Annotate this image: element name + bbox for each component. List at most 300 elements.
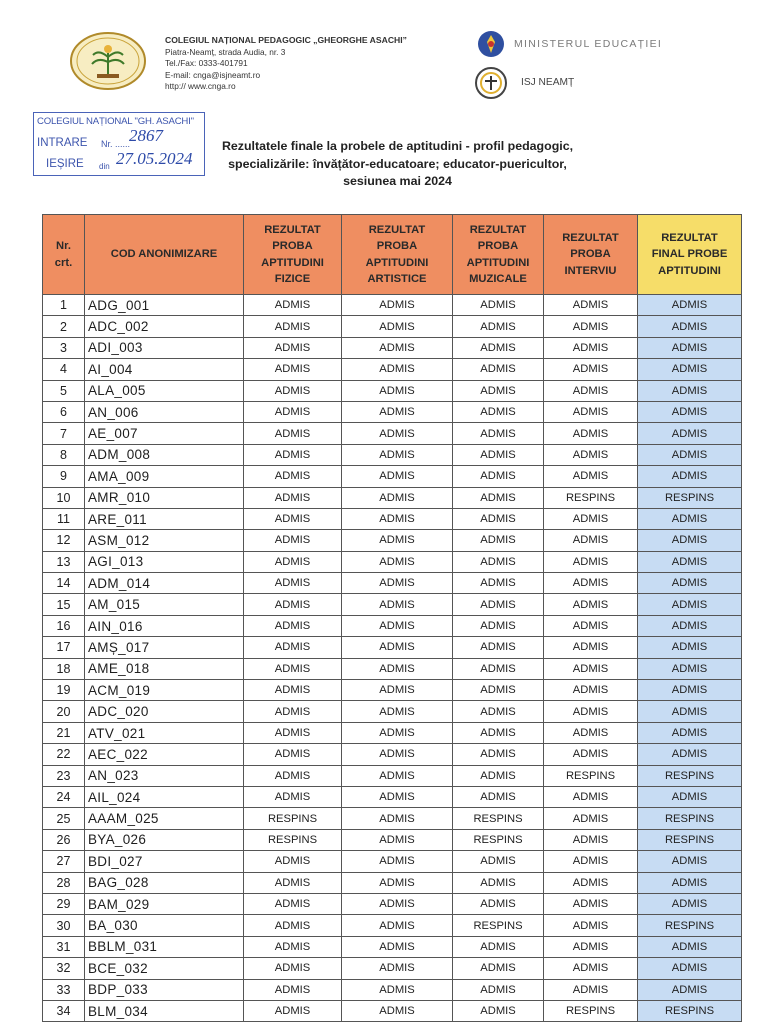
final-cell: ADMIS xyxy=(638,744,742,765)
school-address: Piatra-Neamț, strada Audia, nr. 3 xyxy=(165,46,286,57)
header-code: COD ANONIMIZARE xyxy=(85,215,244,295)
interviu-cell: ADMIS xyxy=(544,722,638,743)
final-cell: RESPINS xyxy=(638,915,742,936)
interviu-cell: ADMIS xyxy=(544,680,638,701)
table-row xyxy=(43,701,742,722)
header-final: REZULTAT FINAL PROBE APTITUDINI xyxy=(638,215,742,295)
artistice-cell: ADMIS xyxy=(342,744,453,765)
title-line-2: specializările: învățător-educatoare; educator-puericultor, xyxy=(228,156,567,171)
fizice-cell: ADMIS xyxy=(244,316,342,337)
fizice-cell: ADMIS xyxy=(244,380,342,401)
interviu-cell: ADMIS xyxy=(544,359,638,380)
final-cell: ADMIS xyxy=(638,337,742,358)
interviu-cell: ADMIS xyxy=(544,573,638,594)
interviu-cell: ADMIS xyxy=(544,594,638,615)
interviu-cell: ADMIS xyxy=(544,637,638,658)
muzicale-cell: ADMIS xyxy=(453,701,544,722)
final-cell: ADMIS xyxy=(638,380,742,401)
nr-cell: 17 xyxy=(43,637,85,658)
artistice-cell: ADMIS xyxy=(342,829,453,850)
code-cell: ADI_003 xyxy=(85,337,244,358)
nr-cell: 4 xyxy=(43,359,85,380)
table-row xyxy=(43,466,742,487)
table-row xyxy=(43,401,742,422)
code-cell: BAM_029 xyxy=(85,893,244,914)
nr-cell: 18 xyxy=(43,658,85,679)
stamp-din-label: din xyxy=(99,162,110,171)
fizice-cell: ADMIS xyxy=(244,359,342,380)
table-row xyxy=(43,316,742,337)
artistice-cell: ADMIS xyxy=(342,401,453,422)
header-interviu: REZULTAT PROBA INTERVIU xyxy=(544,215,638,295)
artistice-cell: ADMIS xyxy=(342,851,453,872)
nr-cell: 24 xyxy=(43,786,85,807)
table-row xyxy=(43,958,742,979)
nr-cell: 27 xyxy=(43,851,85,872)
fizice-cell: ADMIS xyxy=(244,765,342,786)
fizice-cell: ADMIS xyxy=(244,466,342,487)
code-cell: ADC_020 xyxy=(85,701,244,722)
final-cell: RESPINS xyxy=(638,487,742,508)
nr-cell: 1 xyxy=(43,295,85,316)
muzicale-cell: ADMIS xyxy=(453,487,544,508)
nr-cell: 9 xyxy=(43,466,85,487)
muzicale-cell: ADMIS xyxy=(453,872,544,893)
code-cell: AEC_022 xyxy=(85,744,244,765)
document-title xyxy=(200,138,595,191)
table-row xyxy=(43,637,742,658)
fizice-cell: ADMIS xyxy=(244,701,342,722)
interviu-cell: RESPINS xyxy=(544,1000,638,1021)
table-row xyxy=(43,658,742,679)
registration-stamp xyxy=(33,112,205,176)
artistice-cell: ADMIS xyxy=(342,573,453,594)
table-row xyxy=(43,573,742,594)
table-row xyxy=(43,722,742,743)
code-cell: AI_004 xyxy=(85,359,244,380)
artistice-cell: ADMIS xyxy=(342,637,453,658)
interviu-cell: ADMIS xyxy=(544,786,638,807)
muzicale-cell: RESPINS xyxy=(453,915,544,936)
final-cell: ADMIS xyxy=(638,786,742,807)
code-cell: AGI_013 xyxy=(85,551,244,572)
table-row xyxy=(43,530,742,551)
nr-cell: 30 xyxy=(43,915,85,936)
table-header-row xyxy=(43,215,742,295)
interviu-cell: ADMIS xyxy=(544,551,638,572)
final-cell: ADMIS xyxy=(638,316,742,337)
code-cell: AMR_010 xyxy=(85,487,244,508)
table-row xyxy=(43,359,742,380)
final-cell: ADMIS xyxy=(638,615,742,636)
interviu-cell: ADMIS xyxy=(544,658,638,679)
interviu-cell: ADMIS xyxy=(544,444,638,465)
table-row xyxy=(43,936,742,957)
code-cell: ADC_002 xyxy=(85,316,244,337)
artistice-cell: ADMIS xyxy=(342,765,453,786)
nr-cell: 28 xyxy=(43,872,85,893)
table-row xyxy=(43,594,742,615)
interviu-cell: ADMIS xyxy=(544,701,638,722)
table-row xyxy=(43,615,742,636)
final-cell: ADMIS xyxy=(638,508,742,529)
nr-cell: 25 xyxy=(43,808,85,829)
artistice-cell: ADMIS xyxy=(342,1000,453,1021)
code-cell: BLM_034 xyxy=(85,1000,244,1021)
fizice-cell: ADMIS xyxy=(244,958,342,979)
muzicale-cell: ADMIS xyxy=(453,316,544,337)
artistice-cell: ADMIS xyxy=(342,594,453,615)
nr-cell: 16 xyxy=(43,615,85,636)
muzicale-cell: RESPINS xyxy=(453,829,544,850)
interviu-cell: ADMIS xyxy=(544,936,638,957)
table-row xyxy=(43,551,742,572)
muzicale-cell: ADMIS xyxy=(453,658,544,679)
nr-cell: 10 xyxy=(43,487,85,508)
stamp-intrare: INTRARE xyxy=(37,137,88,149)
interviu-cell: ADMIS xyxy=(544,380,638,401)
artistice-cell: ADMIS xyxy=(342,615,453,636)
table-row xyxy=(43,1000,742,1021)
code-cell: AE_007 xyxy=(85,423,244,444)
school-website: http:// www.cnga.ro xyxy=(165,81,236,92)
muzicale-cell: ADMIS xyxy=(453,359,544,380)
fizice-cell: ADMIS xyxy=(244,1000,342,1021)
code-cell: AN_006 xyxy=(85,401,244,422)
results-table xyxy=(42,214,742,1022)
final-cell: ADMIS xyxy=(638,295,742,316)
artistice-cell: ADMIS xyxy=(342,423,453,444)
fizice-cell: ADMIS xyxy=(244,530,342,551)
artistice-cell: ADMIS xyxy=(342,487,453,508)
code-cell: AAAM_025 xyxy=(85,808,244,829)
interviu-cell: ADMIS xyxy=(544,829,638,850)
muzicale-cell: ADMIS xyxy=(453,1000,544,1021)
fizice-cell: ADMIS xyxy=(244,680,342,701)
interviu-cell: ADMIS xyxy=(544,872,638,893)
title-line-3: sesiunea mai 2024 xyxy=(343,174,452,188)
artistice-cell: ADMIS xyxy=(342,508,453,529)
interviu-cell: ADMIS xyxy=(544,295,638,316)
code-cell: ACM_019 xyxy=(85,680,244,701)
final-cell: ADMIS xyxy=(638,658,742,679)
nr-cell: 29 xyxy=(43,893,85,914)
code-cell: ASM_012 xyxy=(85,530,244,551)
table-row xyxy=(43,444,742,465)
fizice-cell: ADMIS xyxy=(244,337,342,358)
muzicale-cell: ADMIS xyxy=(453,615,544,636)
nr-cell: 21 xyxy=(43,722,85,743)
final-cell: ADMIS xyxy=(638,979,742,1000)
artistice-cell: ADMIS xyxy=(342,316,453,337)
interviu-cell: ADMIS xyxy=(544,337,638,358)
nr-cell: 8 xyxy=(43,444,85,465)
fizice-cell: ADMIS xyxy=(244,615,342,636)
code-cell: AIN_016 xyxy=(85,615,244,636)
final-cell: ADMIS xyxy=(638,573,742,594)
table-row xyxy=(43,808,742,829)
title-line-1: Rezultatele finale la probele de aptitudini - profil pedagogic, xyxy=(221,139,574,153)
code-cell: AME_018 xyxy=(85,658,244,679)
fizice-cell: ADMIS xyxy=(244,508,342,529)
table-row xyxy=(43,744,742,765)
code-cell: BA_030 xyxy=(85,915,244,936)
table-row xyxy=(43,915,742,936)
code-cell: BDP_033 xyxy=(85,979,244,1000)
stamp-iesire: IEȘIRE xyxy=(46,158,84,170)
code-cell: AMȘ_017 xyxy=(85,637,244,658)
school-info xyxy=(165,35,407,93)
artistice-cell: ADMIS xyxy=(342,444,453,465)
nr-cell: 5 xyxy=(43,380,85,401)
muzicale-cell: ADMIS xyxy=(453,508,544,529)
interviu-cell: ADMIS xyxy=(544,851,638,872)
muzicale-cell: ADMIS xyxy=(453,573,544,594)
artistice-cell: ADMIS xyxy=(342,808,453,829)
table-row xyxy=(43,508,742,529)
code-cell: ALA_005 xyxy=(85,380,244,401)
artistice-cell: ADMIS xyxy=(342,530,453,551)
fizice-cell: ADMIS xyxy=(244,744,342,765)
artistice-cell: ADMIS xyxy=(342,551,453,572)
header-muzicale: REZULTAT PROBA APTITUDINI MUZICALE xyxy=(453,215,544,295)
nr-cell: 31 xyxy=(43,936,85,957)
artistice-cell: ADMIS xyxy=(342,337,453,358)
nr-cell: 15 xyxy=(43,594,85,615)
artistice-cell: ADMIS xyxy=(342,658,453,679)
muzicale-cell: ADMIS xyxy=(453,295,544,316)
fizice-cell: ADMIS xyxy=(244,573,342,594)
nr-cell: 32 xyxy=(43,958,85,979)
nr-cell: 20 xyxy=(43,701,85,722)
artistice-cell: ADMIS xyxy=(342,915,453,936)
fizice-cell: ADMIS xyxy=(244,786,342,807)
table-row xyxy=(43,851,742,872)
final-cell: RESPINS xyxy=(638,1000,742,1021)
fizice-cell: ADMIS xyxy=(244,551,342,572)
final-cell: ADMIS xyxy=(638,637,742,658)
table-row xyxy=(43,765,742,786)
nr-cell: 7 xyxy=(43,423,85,444)
fizice-cell: ADMIS xyxy=(244,722,342,743)
table-row xyxy=(43,337,742,358)
interviu-cell: ADMIS xyxy=(544,401,638,422)
isj-name: ISJ NEAMȚ xyxy=(521,77,575,88)
muzicale-cell: ADMIS xyxy=(453,786,544,807)
muzicale-cell: ADMIS xyxy=(453,979,544,1000)
code-cell: BDI_027 xyxy=(85,851,244,872)
table-row xyxy=(43,680,742,701)
school-logo-icon xyxy=(69,31,147,91)
interviu-cell: ADMIS xyxy=(544,316,638,337)
muzicale-cell: ADMIS xyxy=(453,466,544,487)
muzicale-cell: ADMIS xyxy=(453,958,544,979)
interviu-cell: RESPINS xyxy=(544,487,638,508)
muzicale-cell: ADMIS xyxy=(453,722,544,743)
interviu-cell: ADMIS xyxy=(544,530,638,551)
code-cell: ATV_021 xyxy=(85,722,244,743)
final-cell: ADMIS xyxy=(638,851,742,872)
code-cell: BBLM_031 xyxy=(85,936,244,957)
interviu-cell: ADMIS xyxy=(544,744,638,765)
nr-cell: 19 xyxy=(43,680,85,701)
artistice-cell: ADMIS xyxy=(342,295,453,316)
nr-cell: 33 xyxy=(43,979,85,1000)
final-cell: ADMIS xyxy=(638,958,742,979)
code-cell: AM_015 xyxy=(85,594,244,615)
nr-cell: 14 xyxy=(43,573,85,594)
interviu-cell: ADMIS xyxy=(544,893,638,914)
fizice-cell: ADMIS xyxy=(244,401,342,422)
final-cell: ADMIS xyxy=(638,872,742,893)
artistice-cell: ADMIS xyxy=(342,786,453,807)
muzicale-cell: ADMIS xyxy=(453,551,544,572)
table-row xyxy=(43,786,742,807)
muzicale-cell: ADMIS xyxy=(453,337,544,358)
artistice-cell: ADMIS xyxy=(342,680,453,701)
artistice-cell: ADMIS xyxy=(342,380,453,401)
artistice-cell: ADMIS xyxy=(342,701,453,722)
header-fizice: REZULTAT PROBA APTITUDINI FIZICE xyxy=(244,215,342,295)
ministry-emblem-icon xyxy=(474,29,508,59)
interviu-cell: ADMIS xyxy=(544,615,638,636)
school-name: COLEGIUL NAȚIONAL PEDAGOGIC „GHEORGHE ASACHI” xyxy=(165,35,407,45)
nr-cell: 23 xyxy=(43,765,85,786)
final-cell: ADMIS xyxy=(638,423,742,444)
table-row xyxy=(43,487,742,508)
code-cell: ADM_008 xyxy=(85,444,244,465)
table-row xyxy=(43,380,742,401)
code-cell: ADM_014 xyxy=(85,573,244,594)
artistice-cell: ADMIS xyxy=(342,893,453,914)
muzicale-cell: ADMIS xyxy=(453,594,544,615)
interviu-cell: ADMIS xyxy=(544,979,638,1000)
fizice-cell: ADMIS xyxy=(244,423,342,444)
school-phone: Tel./Fax: 0333-401791 xyxy=(165,58,248,69)
final-cell: ADMIS xyxy=(638,551,742,572)
code-cell: BCE_032 xyxy=(85,958,244,979)
fizice-cell: RESPINS xyxy=(244,808,342,829)
code-cell: AIL_024 xyxy=(85,786,244,807)
fizice-cell: ADMIS xyxy=(244,637,342,658)
artistice-cell: ADMIS xyxy=(342,359,453,380)
artistice-cell: ADMIS xyxy=(342,722,453,743)
stamp-title: COLEGIUL NAȚIONAL "GH. ASACHI" xyxy=(37,116,194,127)
muzicale-cell: ADMIS xyxy=(453,744,544,765)
isj-emblem-icon xyxy=(474,66,508,100)
nr-cell: 6 xyxy=(43,401,85,422)
fizice-cell: ADMIS xyxy=(244,851,342,872)
muzicale-cell: ADMIS xyxy=(453,936,544,957)
interviu-cell: ADMIS xyxy=(544,958,638,979)
fizice-cell: ADMIS xyxy=(244,444,342,465)
school-email: E-mail: cnga@isjneamt.ro xyxy=(165,69,261,80)
muzicale-cell: ADMIS xyxy=(453,380,544,401)
final-cell: ADMIS xyxy=(638,530,742,551)
nr-cell: 22 xyxy=(43,744,85,765)
fizice-cell: ADMIS xyxy=(244,658,342,679)
fizice-cell: ADMIS xyxy=(244,936,342,957)
muzicale-cell: ADMIS xyxy=(453,401,544,422)
final-cell: ADMIS xyxy=(638,444,742,465)
nr-cell: 2 xyxy=(43,316,85,337)
code-cell: ARE_011 xyxy=(85,508,244,529)
final-cell: RESPINS xyxy=(638,829,742,850)
fizice-cell: ADMIS xyxy=(244,979,342,1000)
nr-cell: 34 xyxy=(43,1000,85,1021)
artistice-cell: ADMIS xyxy=(342,958,453,979)
nr-cell: 11 xyxy=(43,508,85,529)
ministry-name: MINISTERUL EDUCAȚIEI xyxy=(514,38,663,50)
stamp-date: 27.05.2024 xyxy=(116,149,193,168)
muzicale-cell: ADMIS xyxy=(453,637,544,658)
final-cell: RESPINS xyxy=(638,765,742,786)
final-cell: ADMIS xyxy=(638,893,742,914)
final-cell: ADMIS xyxy=(638,722,742,743)
final-cell: ADMIS xyxy=(638,701,742,722)
code-cell: AN_023 xyxy=(85,765,244,786)
muzicale-cell: ADMIS xyxy=(453,423,544,444)
artistice-cell: ADMIS xyxy=(342,466,453,487)
muzicale-cell: ADMIS xyxy=(453,444,544,465)
fizice-cell: ADMIS xyxy=(244,594,342,615)
stamp-number: 2867 xyxy=(129,126,163,145)
final-cell: ADMIS xyxy=(638,680,742,701)
table-row xyxy=(43,979,742,1000)
nr-cell: 26 xyxy=(43,829,85,850)
table-row xyxy=(43,829,742,850)
muzicale-cell: ADMIS xyxy=(453,765,544,786)
muzicale-cell: ADMIS xyxy=(453,893,544,914)
fizice-cell: RESPINS xyxy=(244,829,342,850)
interviu-cell: ADMIS xyxy=(544,808,638,829)
nr-cell: 3 xyxy=(43,337,85,358)
fizice-cell: ADMIS xyxy=(244,872,342,893)
interviu-cell: ADMIS xyxy=(544,915,638,936)
artistice-cell: ADMIS xyxy=(342,979,453,1000)
final-cell: ADMIS xyxy=(638,466,742,487)
muzicale-cell: RESPINS xyxy=(453,808,544,829)
table-row xyxy=(43,423,742,444)
fizice-cell: ADMIS xyxy=(244,487,342,508)
artistice-cell: ADMIS xyxy=(342,872,453,893)
final-cell: ADMIS xyxy=(638,936,742,957)
code-cell: BYA_026 xyxy=(85,829,244,850)
code-cell: AMA_009 xyxy=(85,466,244,487)
artistice-cell: ADMIS xyxy=(342,936,453,957)
muzicale-cell: ADMIS xyxy=(453,851,544,872)
table-row xyxy=(43,893,742,914)
nr-cell: 13 xyxy=(43,551,85,572)
code-cell: ADG_001 xyxy=(85,295,244,316)
final-cell: ADMIS xyxy=(638,359,742,380)
table-row xyxy=(43,295,742,316)
nr-cell: 12 xyxy=(43,530,85,551)
interviu-cell: ADMIS xyxy=(544,423,638,444)
interviu-cell: RESPINS xyxy=(544,765,638,786)
final-cell: ADMIS xyxy=(638,594,742,615)
interviu-cell: ADMIS xyxy=(544,466,638,487)
final-cell: ADMIS xyxy=(638,401,742,422)
muzicale-cell: ADMIS xyxy=(453,530,544,551)
fizice-cell: ADMIS xyxy=(244,915,342,936)
interviu-cell: ADMIS xyxy=(544,508,638,529)
table-row xyxy=(43,872,742,893)
header-nr: Nr. crt. xyxy=(43,215,85,295)
code-cell: BAG_028 xyxy=(85,872,244,893)
stamp-nr-label: Nr. ...... xyxy=(101,139,131,149)
muzicale-cell: ADMIS xyxy=(453,680,544,701)
